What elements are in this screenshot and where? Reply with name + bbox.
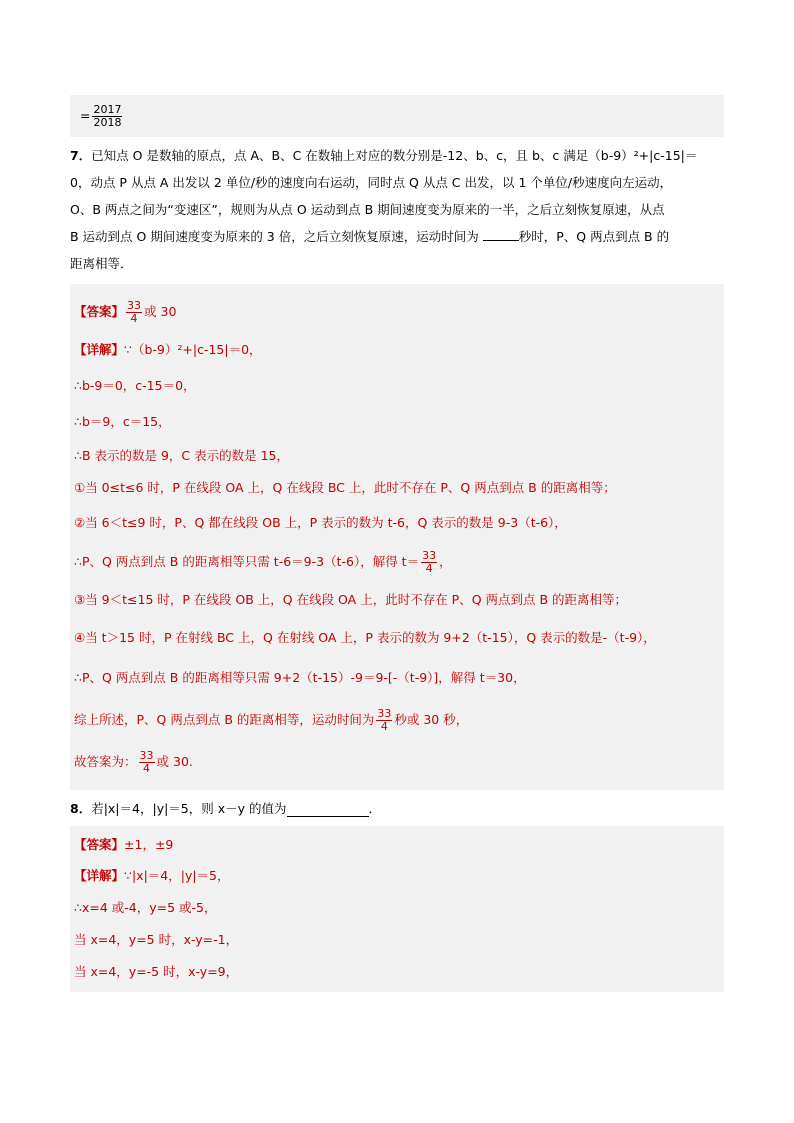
q7-answer-blank: [483, 240, 519, 241]
q8-answer: 【答案】 ±1，±9: [74, 837, 174, 852]
q8-detail-4: 当 x=4，y=-5 时，x-y=9，: [74, 964, 239, 979]
q7-detail-11: 综上所述，P、Q 两点到点 B 的距离相等，运动时间为 $\frac{33}{4}$ 秒或 30 秒，: [74, 706, 469, 733]
previous-answer-block: [70, 95, 724, 137]
q7-answer-block: [70, 284, 724, 790]
q7-line-1: 7．已知点 O 是数轴的原点，点 A、B、C 在数轴上对应的数分别是-12、b、c，且 b、c 满足（b-9）²+|c-15|＝: [70, 148, 698, 163]
q8-detail-2: ∴x=4 或-4，y=5 或-5，: [74, 900, 217, 915]
q7-detail-8: ③当 9＜t≤15 时，P 在线段 OB 上，Q 在线段 OA 上，此时不存在 P、Q 两点到点 B 的距离相等；: [74, 592, 628, 607]
detail-fraction: $\frac{33}{4}$: [422, 548, 437, 575]
answer-label: 【答案】: [74, 837, 125, 852]
q7-detail-12: 故答案为： $\frac{33}{4}$ 或 30.: [74, 748, 193, 775]
q7-detail-9: ④当 t＞15 时，P 在射线 BC 上，Q 在射线 OA 上，P 表示的数为 9+2（t-15），Q 表示的数是-（t-9），: [74, 630, 656, 645]
q7-detail-1: 【详解】 ∵（b-9）²+|c-15|＝0，: [74, 342, 262, 357]
q8-number: 8．: [70, 801, 92, 816]
q7-detail-4: ∴B 表示的数是 9，C 表示的数是 15，: [74, 448, 290, 463]
q7-detail-7: ∴P、Q 两点到点 B 的距离相等只需 t-6＝9-3（t-6），解得 t＝ $\frac{33}{4}$ ，: [74, 548, 452, 575]
fraction-2017-2018: [92, 104, 122, 129]
q7-line-3: O、B 两点之间为“变速区”，规则为从点 O 运动到点 B 期间速度变为原来的一半，之后立刻恢复原速，从点: [70, 202, 665, 217]
q8-answer-blank: [287, 802, 369, 817]
equals-sign: =: [80, 108, 91, 123]
q8-answer-block: [70, 826, 724, 992]
q7-line-5: 距离相等．: [70, 256, 133, 271]
fraction-numerator: 2017: [93, 102, 122, 116]
q8-line: 8． 若|x|＝4，|y|＝5，则 x－y 的值为 ．: [70, 801, 382, 816]
fraction-denominator: 2018: [93, 115, 122, 129]
q7-line-4: B 运动到点 O 期间速度变为原来的 3 倍，之后立刻恢复原速，运动时间为 秒时，P、Q 两点到点 B 的: [70, 229, 670, 244]
q7-detail-5: ①当 0≤t≤6 时，P 在线段 OA 上，Q 在线段 BC 上，此时不存在 P、Q 两点到点 B 的距离相等；: [74, 480, 616, 495]
document-page: [70, 95, 724, 992]
q7-detail-2: ∴b-9＝0，c-15＝0，: [74, 378, 196, 393]
q7-detail-6: ②当 6＜t≤9 时，P、Q 都在线段 OB 上，P 表示的数为 t-6，Q 表示的数是 9-3（t-6），: [74, 515, 567, 530]
q7-line-2: 0，动点 P 从点 A 出发以 2 单位/秒的速度向右运动，同时点 Q 从点 C 出发，以 1 个单位/秒速度向左运动，: [70, 175, 673, 190]
q8-detail-3: 当 x=4，y=5 时，x-y=-1，: [74, 932, 239, 947]
q7-number: 7．: [70, 148, 92, 163]
question-7: [70, 137, 724, 282]
detail-label: 【详解】: [74, 868, 125, 883]
question-8: [70, 790, 724, 826]
q7-answer: 【答案】 $\frac{33}{4}$ 或 30: [74, 298, 177, 325]
answer-label: 【答案】: [74, 304, 125, 319]
q7-detail-10: ∴P、Q 两点到点 B 的距离相等只需 9+2（t-15）-9＝9-[-（t-9）]，解得 t＝30，: [74, 670, 526, 685]
q7-detail-3: ∴b＝9，c＝15，: [74, 414, 171, 429]
detail-fraction: $\frac{33}{4}$: [139, 748, 154, 775]
detail-fraction: $\frac{33}{4}$: [377, 706, 392, 733]
answer-fraction: $\frac{33}{4}$: [127, 298, 142, 325]
detail-label: 【详解】: [74, 342, 125, 357]
q8-detail-1: 【详解】 ∵|x|＝4，|y|＝5，: [74, 868, 230, 883]
